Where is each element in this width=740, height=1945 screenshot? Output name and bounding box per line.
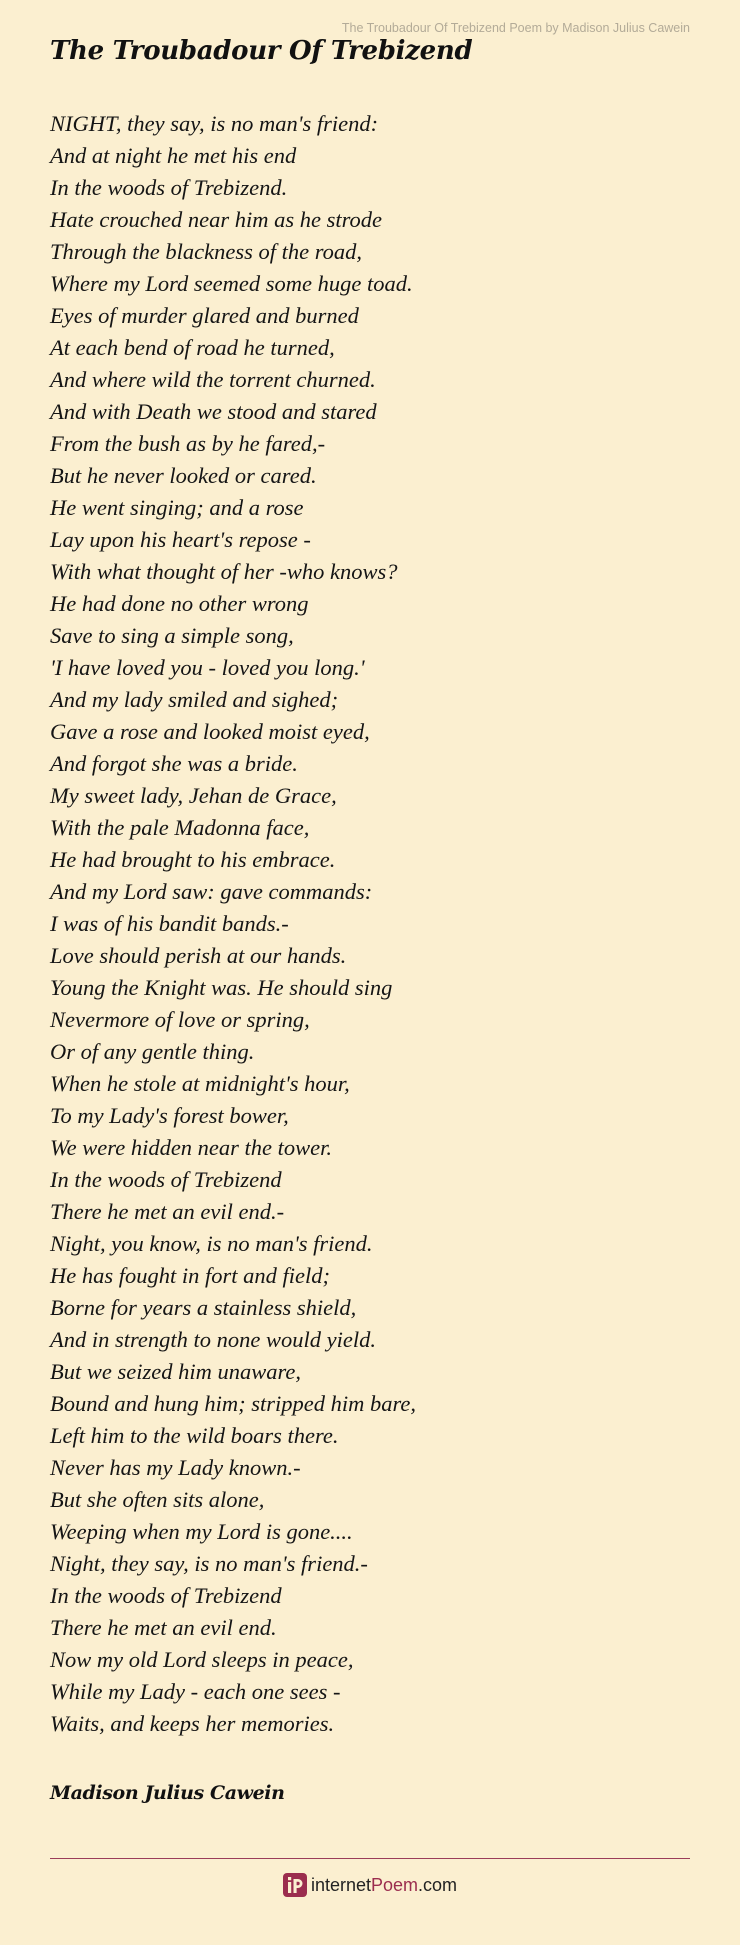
poem-line: Never has my Lady known.- [50, 1455, 301, 1480]
poem-line: There he met an evil end. [50, 1615, 277, 1640]
poem-author[interactable]: Madison Julius Cawein [50, 1782, 285, 1804]
poem-line: Gave a rose and looked moist eyed, [50, 719, 370, 744]
poem-line: Through the blackness of the road, [50, 239, 363, 264]
poem-line: He had brought to his embrace. [50, 847, 336, 872]
poem-line: To my Lady's forest bower, [50, 1103, 289, 1128]
poem-line: When he stole at midnight's hour, [50, 1071, 350, 1096]
poem-line: At each bend of road he turned, [50, 335, 335, 360]
poem-line: In the woods of Trebizend. [50, 175, 288, 200]
poem-line: And forgot she was a bride. [50, 751, 298, 776]
poem-line: And my lady smiled and sighed; [50, 687, 339, 712]
poem-line: We were hidden near the tower. [50, 1135, 333, 1160]
poem-line: Nevermore of love or spring, [50, 1007, 310, 1032]
poem-line: Eyes of murder glared and burned [50, 303, 359, 328]
poem-line: But he never looked or cared. [50, 463, 317, 488]
poem-body [50, 108, 690, 1740]
poem-line: From the bush as by he fared,- [50, 431, 326, 456]
poem-line: With what thought of her -who knows? [50, 559, 398, 584]
poem-line: NIGHT, they say, is no man's friend: [50, 111, 379, 136]
poem-line: But she often sits alone, [50, 1487, 265, 1512]
poem-line: He went singing; and a rose [50, 495, 304, 520]
poem-line: And at night he met his end [50, 143, 297, 168]
poem-line: And where wild the torrent churned. [50, 367, 376, 392]
poem-line: Now my old Lord sleeps in peace, [50, 1647, 354, 1672]
poem-line: My sweet lady, Jehan de Grace, [50, 783, 337, 808]
brand-suffix: .com [418, 1874, 458, 1895]
poem-line: And my Lord saw: gave commands: [50, 879, 373, 904]
poem-line: And in strength to none would yield. [50, 1327, 377, 1352]
poem-line: Weeping when my Lord is gone.... [50, 1519, 353, 1544]
poem-line: He had done no other wrong [50, 591, 309, 616]
poem-line: Where my Lord seemed some huge toad. [50, 271, 413, 296]
poem-line: But we seized him unaware, [50, 1359, 302, 1384]
poem-line: There he met an evil end.- [50, 1199, 285, 1224]
poem-line: While my Lady - each one sees - [50, 1679, 341, 1704]
poem-line: Bound and hung him; stripped him bare, [50, 1391, 417, 1416]
poem-line: He has fought in fort and field; [50, 1263, 330, 1288]
footer-divider [50, 1858, 690, 1859]
poem-title: The Troubadour Of Trebizend [50, 36, 473, 66]
poem-line: 'I have loved you - loved you long.' [50, 655, 365, 680]
poem-line: In the woods of Trebizend [50, 1583, 282, 1608]
poem-line: Or of any gentle thing. [50, 1039, 255, 1064]
poem-line: Love should perish at our hands. [50, 943, 347, 968]
poem-line: I was of his bandit bands.- [50, 911, 289, 936]
poem-line: Night, they say, is no man's friend.- [50, 1551, 368, 1576]
site-brand-text [311, 1875, 457, 1896]
ip-logo-icon [283, 1873, 307, 1897]
poem-line: Lay upon his heart's repose - [50, 527, 311, 552]
poem-line: Left him to the wild boars there. [50, 1423, 339, 1448]
poem-line: With the pale Madonna face, [50, 815, 310, 840]
header-caption: The Troubadour Of Trebizend Poem by Madison Julius Cawein [341, 21, 690, 35]
poem-line: Night, you know, is no man's friend. [50, 1231, 373, 1256]
poem-line: In the woods of Trebizend [50, 1167, 282, 1192]
poem-line: Save to sing a simple song, [50, 623, 294, 648]
site-brand-link[interactable] [0, 1873, 740, 1897]
brand-highlight: Poem [371, 1874, 419, 1895]
poem-line: And with Death we stood and stared [50, 399, 377, 424]
poem-line: Young the Knight was. He should sing [50, 975, 393, 1000]
poem-line: Waits, and keeps her memories. [50, 1711, 335, 1736]
poem-line: Borne for years a stainless shield, [50, 1295, 357, 1320]
brand-prefix: internet [310, 1874, 371, 1895]
poem-line: Hate crouched near him as he strode [50, 207, 383, 232]
